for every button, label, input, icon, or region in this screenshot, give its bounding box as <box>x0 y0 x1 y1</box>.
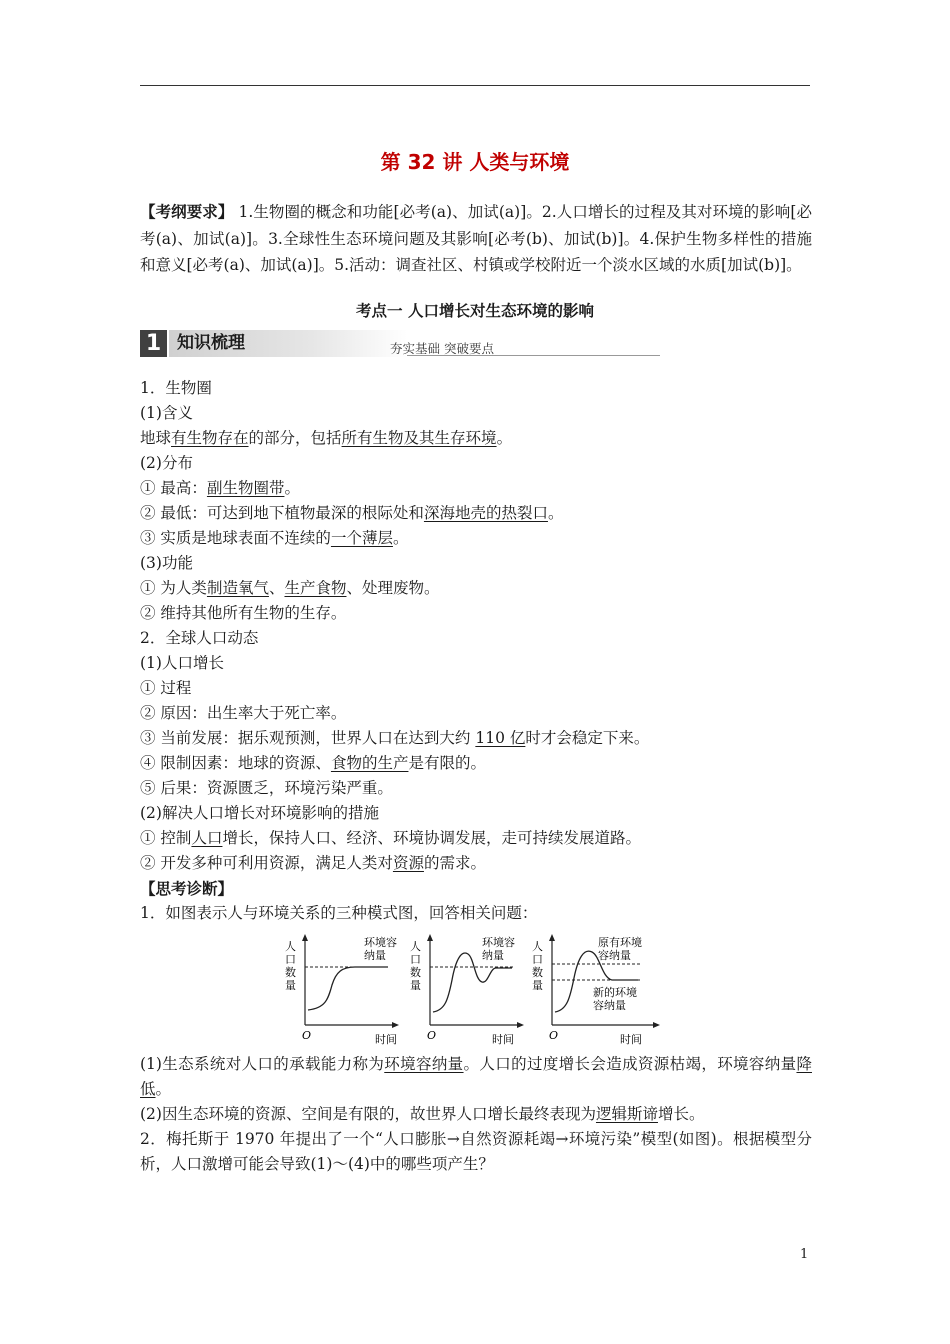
xlabel-1: 时间 <box>375 1033 397 1045</box>
page-title: 第 32 讲 人类与环境 <box>380 150 570 174</box>
ylabel-1b: 口 <box>285 953 296 966</box>
text-line <box>140 851 812 876</box>
text-run: (1)含义 <box>140 404 193 422</box>
section-heading: 考点一 人口增长对生态环境的影响 <box>356 302 594 320</box>
text-run: (2)解决人口增长对环境影响的措施 <box>140 804 379 822</box>
text-line <box>140 376 812 401</box>
ylabel-3a: 人 <box>532 940 543 953</box>
origin-3: O <box>549 1029 559 1042</box>
text-run: ② 原因：出生率大于死亡率。 <box>140 704 347 722</box>
text-run: ① 最高： <box>140 479 207 497</box>
text-run: 是有限的。 <box>408 754 486 772</box>
text-line <box>140 801 812 826</box>
text-run: 1．生物圈 <box>140 379 212 397</box>
knowledge-content <box>140 376 812 926</box>
text-run: ④ 限制因素：地球的资源、 <box>140 754 331 772</box>
page-number: 1 <box>800 1247 809 1262</box>
answer-blank: 有生物存在 <box>171 429 249 447</box>
text-line <box>140 451 812 476</box>
text-run: 增长。 <box>657 1105 705 1123</box>
ylabel-1c: 数 <box>285 966 296 979</box>
ylabel-1a: 人 <box>285 940 296 953</box>
answers-content <box>140 1052 812 1177</box>
answer-blank: 资源 <box>392 854 424 872</box>
text-line <box>140 1052 812 1102</box>
text-run: 。 <box>284 479 300 497</box>
text-run: ① 过程 <box>140 679 192 697</box>
text-run: 。人口的过度增长会造成资源枯竭，环境容纳量 <box>463 1055 797 1073</box>
text-line <box>140 901 812 926</box>
text-run: 的需求。 <box>423 854 486 872</box>
requirements-text: 1.生物圈的概念和功能[必考(a)、加试(a)]。2.人口增长的过程及其对环境的影响[必考(a)、加试(a)]。3.全球性生态环境问题及其影响[必考(b)、加试(b)]。4.保护生物多样性的措施和意义[必考(a)、加试(a)]。5.活动：调查社区、村镇或学校附近一个淡水区域的水质[加试(b)]。 <box>140 203 812 274</box>
text-run: 的部分，包括 <box>248 429 342 447</box>
ylabel-3c: 数 <box>532 966 543 979</box>
capacity-label-2a: 环境容 <box>482 936 515 949</box>
text-line <box>140 426 812 451</box>
text-line <box>140 626 812 651</box>
text-line <box>140 876 812 901</box>
text-run: ① 控制 <box>140 829 192 847</box>
banner-subtitle: 夯实基础 突破要点 <box>390 341 494 356</box>
exam-requirements <box>140 199 812 279</box>
capacity-label-2b: 纳量 <box>482 949 504 962</box>
answer-blank: 食物的生产 <box>330 754 409 772</box>
text-run: ③ 当前发展：据乐观预测，世界人口在达到大约 <box>140 729 476 747</box>
text-line <box>140 476 812 501</box>
text-line <box>140 526 812 551</box>
panel-1 <box>285 934 399 1045</box>
text-line <box>140 826 812 851</box>
text-run: 地球 <box>140 429 172 447</box>
capacity-label-1b: 纳量 <box>364 949 386 962</box>
new-capacity-label-b: 容纳量 <box>593 999 626 1012</box>
text-run: (1)人口增长 <box>140 654 224 672</box>
text-run: 。 <box>496 429 513 447</box>
origin-1: O <box>302 1029 312 1042</box>
population-model-figures <box>280 930 680 1045</box>
ylabel-2c: 数 <box>410 966 421 979</box>
text-run: 。 <box>155 1080 172 1098</box>
banner-label: 知识梳理 <box>169 330 407 357</box>
text-run: (2)分布 <box>140 454 193 472</box>
answer-blank: 深海地壳的热裂口 <box>423 504 548 522</box>
text-run: 、 <box>268 579 285 597</box>
answer-blank: 110 亿 <box>475 729 526 747</box>
text-line <box>140 676 812 701</box>
ylabel-2d: 量 <box>410 979 421 992</box>
text-line <box>140 776 812 801</box>
answer-blank: 副生物圈带 <box>206 479 285 497</box>
text-run: 。 <box>392 529 409 547</box>
answer-blank: 制造氧气 <box>206 579 269 597</box>
panel-2 <box>410 934 524 1045</box>
text-run: 2．梅托斯于 1970 年提出了一个“人口膨胀→自然资源耗竭→环境污染”模型(如图)。根据模型分析，人口激增可能会导致(1)～(4)中的哪些项产生？ <box>140 1130 812 1173</box>
answer-blank: 逻辑斯谛 <box>595 1105 658 1123</box>
text-run: 2．全球人口动态 <box>140 629 259 647</box>
text-run: ⑤ 后果：资源匮乏，环境污染严重。 <box>140 779 393 797</box>
old-capacity-label-a: 原有环境 <box>598 936 642 949</box>
banner-number: 1 <box>140 330 167 357</box>
text-line <box>140 751 812 776</box>
text-run: (1)生态系统对人口的承载能力称为 <box>140 1055 385 1073</box>
three-mode-diagram <box>280 930 680 1045</box>
text-run: 、处理废物。 <box>346 579 440 597</box>
text-run: 增长，保持人口、经济、环境协调发展，走可持续发展道路。 <box>222 829 641 847</box>
text-line <box>140 726 812 751</box>
new-capacity-label-a: 新的环境 <box>593 986 637 999</box>
xlabel-2: 时间 <box>492 1033 514 1045</box>
answer-blank: 生产食物 <box>284 579 347 597</box>
ylabel-2a: 人 <box>410 940 421 953</box>
text-run: ② 维持其他所有生物的生存。 <box>140 604 347 622</box>
answer-blank: 降低 <box>140 1055 812 1098</box>
text-run: (3)功能 <box>140 554 193 572</box>
text-line <box>140 551 812 576</box>
text-run: ② 最低：可达到地下植物最深的根际处和 <box>140 504 424 522</box>
ylabel-2b: 口 <box>410 953 421 966</box>
ylabel-3d: 量 <box>532 979 543 992</box>
text-line <box>140 1102 812 1127</box>
text-run: ② 开发多种可利用资源，满足人类对 <box>140 854 393 872</box>
text-line <box>140 601 812 626</box>
answer-blank: 环境容纳量 <box>384 1055 464 1073</box>
answer-blank: 人口 <box>191 829 223 847</box>
origin-2: O <box>427 1029 437 1042</box>
xlabel-3: 时间 <box>620 1033 642 1045</box>
text-run: ③ 实质是地球表面不连续的 <box>140 529 331 547</box>
header-rule <box>140 85 810 86</box>
answer-blank: 一个薄层 <box>330 529 393 547</box>
old-capacity-label-b: 容纳量 <box>598 949 631 962</box>
text-line <box>140 701 812 726</box>
text-line <box>140 1127 812 1177</box>
requirements-tag: 【考纲要求】 <box>140 202 234 221</box>
text-line <box>140 401 812 426</box>
panel-3 <box>532 934 660 1045</box>
text-run: ① 为人类 <box>140 579 207 597</box>
text-line <box>140 651 812 676</box>
ylabel-1d: 量 <box>285 979 296 992</box>
knowledge-banner <box>140 330 520 357</box>
text-line <box>140 501 812 526</box>
capacity-label-1a: 环境容 <box>364 936 397 949</box>
text-run: 1．如图表示人与环境关系的三种模式图，回答相关问题： <box>140 904 538 922</box>
answer-blank: 所有生物及其生存环境 <box>341 429 497 447</box>
text-run: 【思考诊断】 <box>140 879 234 898</box>
text-run: (2)因生态环境的资源、空间是有限的，故世界人口增长最终表现为 <box>140 1105 596 1123</box>
text-run: 时才会稳定下来。 <box>525 729 650 747</box>
text-line <box>140 576 812 601</box>
text-run: 。 <box>547 504 564 522</box>
ylabel-3b: 口 <box>532 953 543 966</box>
